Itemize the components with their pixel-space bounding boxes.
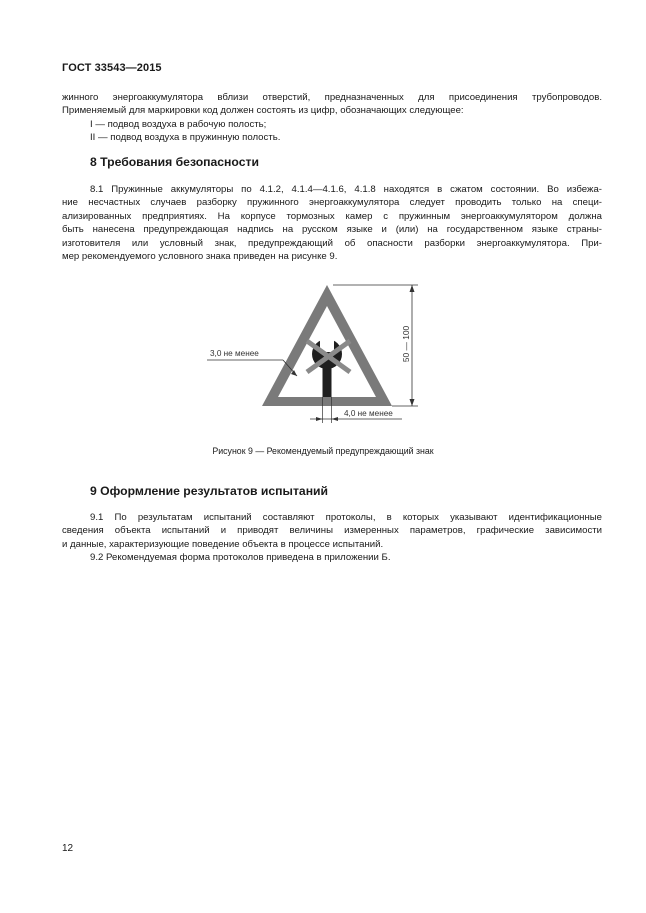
- intro-list: [90, 118, 280, 145]
- page-number: 12: [62, 843, 74, 854]
- s9-p2-line: 9.2 Рекомендуемая форма протоколов приведена в приложении Б.: [90, 552, 391, 563]
- dimension-label-bar: 4,0 не менее: [344, 409, 393, 418]
- figure-caption: Рисунок 9 — Рекомендуемый предупреждающий знак: [212, 446, 434, 456]
- intro-line-2: Применяемый для маркировки код должен состоять из цифр, обозначающих следующее:: [62, 105, 464, 117]
- dimension-label-height: 50 — 100: [401, 325, 411, 363]
- intro-paragraph: [62, 91, 602, 118]
- s9-line-1: 9.1 По результатам испытаний составляют протоколы, в которых указывают идентификационные: [90, 512, 602, 523]
- section-9-paragraph-1: [62, 511, 602, 551]
- section-8-heading: 8 Требования безопасности: [90, 155, 259, 169]
- s8-line-6: мер рекомендуемого условного знака приведен на рисунке 9.: [62, 251, 338, 263]
- dimension-label-border: 3,0 не менее: [210, 349, 259, 358]
- intro-line-1: жинного энергоаккумулятора вблизи отверстий, предназначенных для присоединения трубопроводов.: [62, 92, 602, 103]
- s8-line-4: быть нанесена предупреждающая надпись на русском языке и (или) на государственном языке страны-: [62, 224, 602, 236]
- s8-line-3: ализированных предприятиях. На корпусе тормозных камер с пружинным энергоаккумулятором должна: [62, 210, 602, 222]
- document-code-header: ГОСТ 33543—2015: [62, 62, 162, 74]
- section-9-paragraph-2: [62, 551, 602, 564]
- s8-line-1: 8.1 Пружинные аккумуляторы по 4.1.2, 4.1.4—4.1.6, 4.1.8 находятся в сжатом состоянии. Во избежа-: [90, 184, 602, 195]
- s9-line-2: сведения объекта испытаний и приводят величины измеренных параметров, графические зависимости: [62, 525, 602, 537]
- list-item: I — подвод воздуха в рабочую полость;: [90, 119, 267, 130]
- s9-line-3: и данные, характеризующие поведение объекта в процессе испытаний.: [62, 538, 384, 550]
- list-item: II — подвод воздуха в пружинную полость.: [90, 132, 281, 144]
- s8-line-2: ние несчастных случаев разборку пружинного энергоаккумулятора следует проводить только на специ-: [62, 197, 602, 209]
- s8-line-5: изготовителя или условный знак, предупреждающий об опасности разборки энергоаккумулятора. При-: [62, 237, 602, 249]
- section-9-heading: 9 Оформление результатов испытаний: [90, 484, 329, 498]
- section-8-paragraph: [62, 183, 602, 263]
- warning-sign-figure: [0, 270, 646, 440]
